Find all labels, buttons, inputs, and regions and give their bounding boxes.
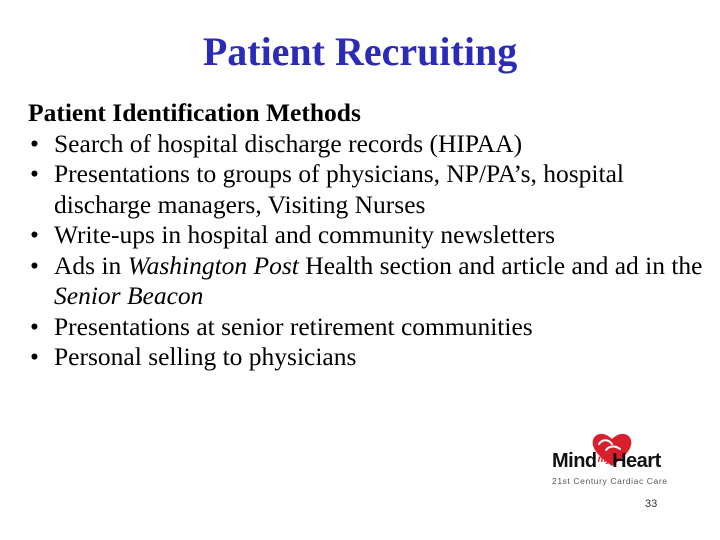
- bullet-text-italic: Senior Beacon: [54, 281, 204, 310]
- bullet-text: Search of hospital discharge records (HIPAA): [54, 128, 523, 158]
- logo-wordmark: [552, 450, 661, 473]
- bullet-item: [28, 342, 708, 373]
- mind-my-heart-logo: [550, 430, 668, 490]
- bullet-text: Health section and article and ad in the: [298, 250, 703, 280]
- bullet-text: Ads in: [54, 250, 128, 280]
- logo-word-mind: Mind: [552, 450, 597, 472]
- bullet-text: Presentations to groups of physicians, NP/PA’s, hospital discharge managers, Visiting Nurses: [54, 159, 624, 219]
- bullet-dot: •: [30, 342, 39, 371]
- bullet-dot: •: [30, 220, 39, 249]
- page-number: 33: [645, 498, 658, 510]
- bullet-text: Write-ups in hospital and community newsletters: [54, 220, 556, 249]
- bullet-text-italic: Washington Post: [127, 250, 299, 280]
- logo-word-heart: Heart: [612, 450, 661, 472]
- bullet-dot: •: [30, 159, 39, 188]
- bullet-text: Personal selling to physicians: [54, 342, 357, 371]
- logo-tagline: 21st Century Cardiac Care: [552, 476, 668, 486]
- bullet-dot: •: [30, 250, 39, 280]
- bullet-item: [28, 312, 708, 343]
- bullet-text: Presentations at senior retirement communities: [54, 311, 533, 341]
- bullet-item: [28, 129, 708, 160]
- section-subheading: Patient Identification Methods: [28, 98, 361, 127]
- bullet-dot: •: [30, 128, 39, 158]
- logo-word-my: my: [597, 454, 612, 465]
- bullet-item: [28, 220, 708, 251]
- slide-body: [28, 98, 708, 373]
- bullet-item: [28, 159, 708, 220]
- slide-title: Patient Recruiting: [202, 29, 518, 74]
- bullet-item: [28, 251, 708, 312]
- bullet-dot: •: [30, 311, 39, 341]
- bullet-list: [28, 129, 708, 373]
